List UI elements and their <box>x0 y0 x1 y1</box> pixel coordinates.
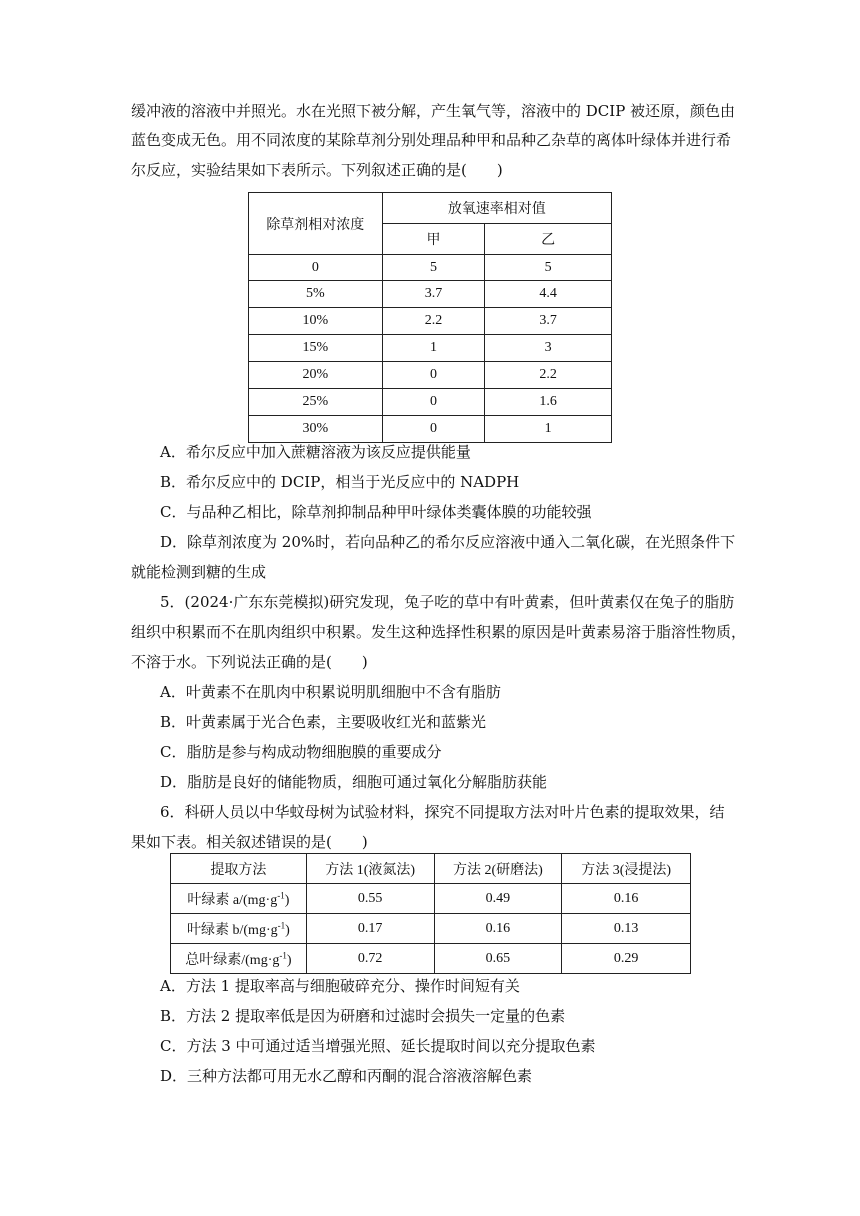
cell-method-3: 0.13 <box>562 914 691 944</box>
q5-option-d: D．脂肪是良好的储能物质，细胞可通过氧化分解脂肪获能 <box>160 773 548 791</box>
cell-concentration: 20% <box>249 362 383 389</box>
extraction-table <box>170 853 691 974</box>
cell-variety-b: 1 <box>485 416 612 443</box>
cell-variety-a: 0 <box>382 416 485 443</box>
row-label: 叶绿素 $b/(mg\cdot g^{-1})$ <box>171 914 307 944</box>
table-row <box>171 914 691 944</box>
cell-variety-a: 2.2 <box>382 308 485 335</box>
header-variety-a: 甲 <box>382 224 485 255</box>
cell-method-1: 0.17 <box>306 914 434 944</box>
q6-option-a: A．方法 1 提取率高与细胞破碎充分、操作时间短有关 <box>160 977 520 995</box>
row-label: 总叶绿素$/(mg\cdot g^{-1})$ <box>171 944 307 974</box>
cell-concentration: 5% <box>249 281 383 308</box>
table-row <box>249 308 612 335</box>
row-label-text: 叶绿素 a/(mg·g <box>187 892 278 908</box>
cell-variety-b: 4.4 <box>485 281 612 308</box>
herbicide-table <box>248 192 612 443</box>
table-row <box>249 335 612 362</box>
q5-option-a: A．叶黄素不在肌肉中积累说明肌细胞中不含有脂肪 <box>160 683 501 701</box>
header-method-3: 方法 3(浸提法) <box>562 854 691 884</box>
cell-concentration: 30% <box>249 416 383 443</box>
header-oxygen-rate: 放氧速率相对值 <box>382 193 611 224</box>
table-row <box>249 362 612 389</box>
row-label-text: 总叶绿素/(mg·g <box>185 952 280 968</box>
table-row <box>171 884 691 914</box>
header-concentration: 除草剂相对浓度 <box>249 193 383 255</box>
cell-method-1: 0.55 <box>306 884 434 914</box>
option-d-continued: 就能检测到糖的生成 <box>131 563 267 581</box>
unit-exponent: -1 <box>277 919 286 930</box>
header-method-1: 方法 1(液氮法) <box>306 854 434 884</box>
intro-line-1: 缓冲液的溶液中并照光。水在光照下被分解，产生氧气等，溶液中的 DCIP 被还原，颜色由 <box>131 102 736 120</box>
question-6-line-1: 6．科研人员以中华蚊母树为试验材料，探究不同提取方法对叶片色素的提取效果，结 <box>160 803 725 821</box>
header-variety-b: 乙 <box>485 224 612 255</box>
cell-variety-a: 5 <box>382 255 485 281</box>
table-row <box>249 281 612 308</box>
cell-method-2: 0.49 <box>434 884 562 914</box>
cell-variety-a: 0 <box>382 389 485 416</box>
cell-variety-a: 0 <box>382 362 485 389</box>
cell-variety-a: 3.7 <box>382 281 485 308</box>
option-c: C．与品种乙相比，除草剂抑制品种甲叶绿体类囊体膜的功能较强 <box>160 503 592 521</box>
cell-concentration: 15% <box>249 335 383 362</box>
q6-option-c: C．方法 3 中可通过适当增强光照、延长提取时间以充分提取色素 <box>160 1037 596 1055</box>
cell-variety-a: 1 <box>382 335 485 362</box>
option-a: A．希尔反应中加入蔗糖溶液为该反应提供能量 <box>160 443 471 461</box>
cell-method-3: 0.29 <box>562 944 691 974</box>
cell-variety-b: 1.6 <box>485 389 612 416</box>
row-label-text: 叶绿素 b/(mg·g <box>187 922 278 938</box>
q6-option-b: B．方法 2 提取率低是因为研磨和过滤时会损失一定量的色素 <box>160 1007 566 1025</box>
option-b: B．希尔反应中的 DCIP，相当于光反应中的 NADPH <box>160 473 520 491</box>
table-row <box>249 255 612 281</box>
option-d: D．除草剂浓度为 20%时，若向品种乙的希尔反应溶液中通入二氧化碳，在光照条件下 <box>160 533 736 551</box>
cell-variety-b: 2.2 <box>485 362 612 389</box>
unit-exponent: -1 <box>277 889 285 900</box>
q5-option-c: C．脂肪是参与构成动物细胞膜的重要成分 <box>160 743 442 761</box>
cell-method-2: 0.65 <box>434 944 562 974</box>
table-row <box>249 416 612 443</box>
question-6-line-2: 果如下表。相关叙述错误的是( ) <box>131 833 368 851</box>
q5-option-b: B．叶黄素属于光合色素，主要吸收红光和蓝紫光 <box>160 713 487 731</box>
table-row <box>249 389 612 416</box>
header-method-2: 方法 2(研磨法) <box>434 854 562 884</box>
cell-concentration: 10% <box>249 308 383 335</box>
unit-exponent: -1 <box>279 949 287 960</box>
q6-option-d: D．三种方法都可用无水乙醇和丙酮的混合溶液溶解色素 <box>160 1067 533 1085</box>
cell-variety-b: 3.7 <box>485 308 612 335</box>
cell-method-3: 0.16 <box>562 884 691 914</box>
question-5-line-2: 组织中积累而不在肌肉组织中积累。发生这种选择性积累的原因是叶黄素易溶于脂溶性物质， <box>131 623 747 641</box>
cell-method-2: 0.16 <box>434 914 562 944</box>
question-5-line-1: 5．(2024·广东东莞模拟)研究发现，兔子吃的草中有叶黄素，但叶黄素仅在兔子的脂肪 <box>160 593 735 611</box>
intro-line-3: 尔反应，实验结果如下表所示。下列叙述正确的是( ) <box>131 161 503 179</box>
table-row <box>171 944 691 974</box>
cell-method-1: 0.72 <box>306 944 434 974</box>
header-method: 提取方法 <box>171 854 307 884</box>
question-5-line-3: 不溶于水。下列说法正确的是( ) <box>131 653 368 671</box>
cell-concentration: 25% <box>249 389 383 416</box>
cell-variety-b: 5 <box>485 255 612 281</box>
intro-line-2: 蓝色变成无色。用不同浓度的某除草剂分别处理品种甲和品种乙杂草的离体叶绿体并进行希 <box>131 131 732 149</box>
row-label: 叶绿素 $a/(mg\cdot g^{-1})$ <box>171 884 307 914</box>
cell-concentration: 0 <box>249 255 383 281</box>
cell-variety-b: 3 <box>485 335 612 362</box>
